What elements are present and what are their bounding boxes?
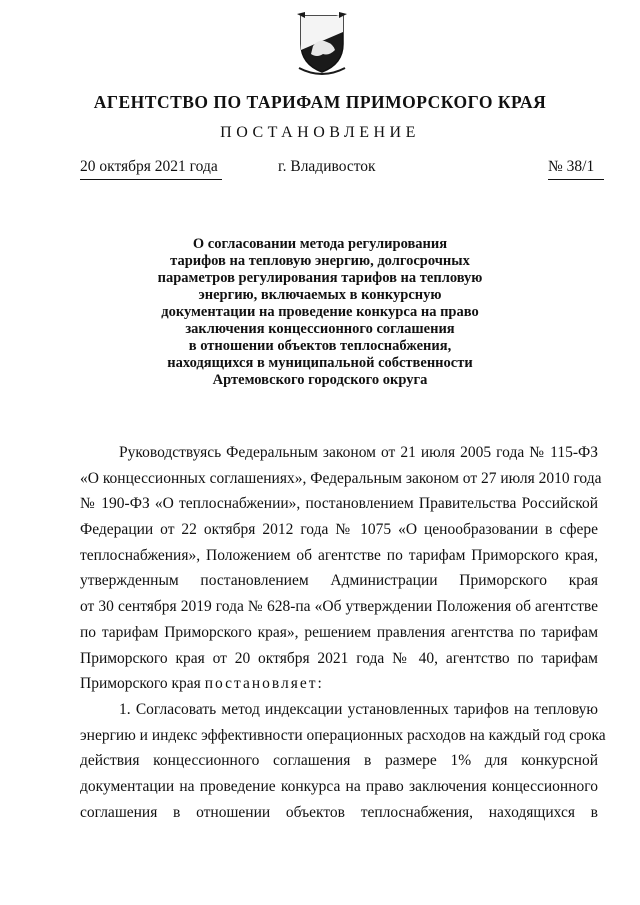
resolves-word: постановляет: xyxy=(204,675,324,693)
agency-name: АГЕНТСТВО ПО ТАРИФАМ ПРИМОРСКОГО КРАЯ xyxy=(93,92,547,112)
body-line: теплоснабжения», Положением об агентстве по тарифам Приморского края, xyxy=(80,546,598,564)
body-line: № 190-ФЗ «О теплоснабжении», постановлением Правительства Российской xyxy=(80,495,598,513)
document-type: ПОСТАНОВЛЕНИЕ xyxy=(220,124,420,141)
title-line: в отношении объектов теплоснабжения, xyxy=(188,338,452,354)
document-number: № 38/1 xyxy=(548,158,604,180)
title-line: находящихся в муниципальной собственности xyxy=(167,355,473,371)
title-line: О согласовании метода регулирования xyxy=(192,236,448,252)
coat-of-arms-icon xyxy=(295,10,349,76)
title-line: энергию, включаемых в конкурсную xyxy=(198,287,442,303)
body-line-prefix: Приморского края xyxy=(80,675,205,693)
body-line: «О концессионных соглашениях», Федеральным законом от 27 июля 2010 года xyxy=(80,469,602,487)
body-line: утвержденным постановлением Администрации Приморского края xyxy=(80,572,598,590)
body-line: от 30 сентября 2019 года № 628-па «Об утверждении Положения об агентстве xyxy=(80,598,598,616)
body-line: Руководствуясь Федеральным законом от 21 июля 2005 года № 115-ФЗ xyxy=(119,444,598,461)
document-city: г. Владивосток xyxy=(278,158,376,175)
title-line: заключения концессионного соглашения xyxy=(185,321,455,337)
body-line: по тарифам Приморского края», решением правления агентства по тарифам xyxy=(80,623,598,641)
body-line: документации на проведение конкурса на право заключения концессионного xyxy=(80,777,598,795)
body-line-resolves xyxy=(80,671,598,697)
document-body xyxy=(80,440,606,825)
title-line: тарифов на тепловую энергию, долгосрочных xyxy=(170,253,470,269)
document-date: 20 октября 2021 года xyxy=(80,158,222,180)
body-line: действия концессионного соглашения в размере 1% для конкурсной xyxy=(80,752,598,770)
body-line: Федерации от 22 октября 2012 года № 1075 «О ценообразовании в сфере xyxy=(80,521,598,539)
body-line: Приморского края от 20 октября 2021 года № 40, агентство по тарифам xyxy=(80,649,598,667)
body-line: энергию и индекс эффективности операционных расходов на каждый год срока xyxy=(80,726,606,744)
title-line: Артемовского городского округа xyxy=(212,372,428,388)
document-title xyxy=(120,236,520,389)
body-line: соглашения в отношении объектов теплоснабжения, находящихся в xyxy=(80,803,598,821)
title-line: параметров регулирования тарифов на тепловую xyxy=(157,270,483,286)
title-line: документации на проведение конкурса на право xyxy=(161,304,479,320)
body-line: 1. Согласовать метод индексации установленных тарифов на тепловую xyxy=(119,700,598,718)
